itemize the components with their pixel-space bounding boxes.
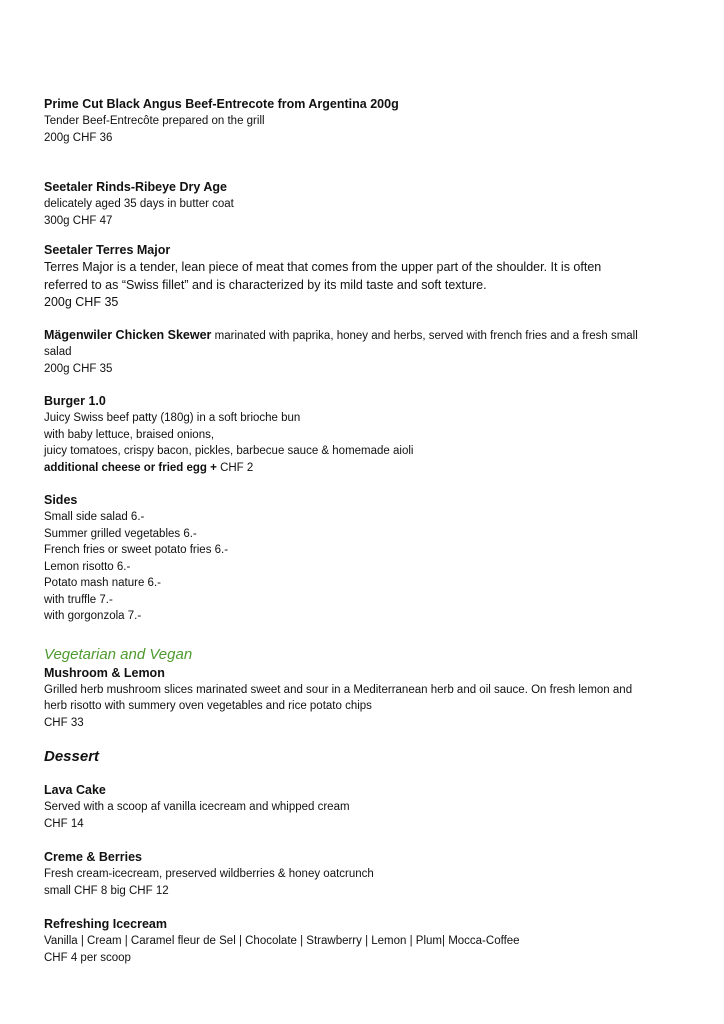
item-description-line-2: salad bbox=[44, 346, 72, 358]
list-item: Lemon risotto 6.- bbox=[44, 560, 131, 573]
menu-item-chicken-skewer bbox=[44, 327, 684, 378]
item-title: Seetaler Rinds-Ribeye Dry Age bbox=[44, 180, 227, 194]
section-heading: Vegetarian and Vegan bbox=[44, 645, 193, 663]
item-description: Fresh cream-icecream, preserved wildberries & honey oatcrunch bbox=[44, 868, 374, 880]
item-description-line-1: marinated with paprika, honey and herbs, served with french fries and a fresh small bbox=[211, 329, 638, 342]
item-description-line-2: referred to as “Swiss fillet” and is characterized by its mild taste and soft texture. bbox=[44, 277, 487, 292]
item-price: 200g CHF 36 bbox=[44, 131, 113, 144]
menu-item-creme-berries bbox=[44, 849, 684, 899]
item-title: Lava Cake bbox=[44, 783, 106, 797]
list-item: Potato mash nature 6.- bbox=[44, 577, 161, 589]
list-item: French fries or sweet potato fries 6.- bbox=[44, 544, 229, 556]
menu-item-lava-cake bbox=[44, 782, 684, 832]
item-extra-price: CHF 2 bbox=[216, 461, 254, 474]
item-price: small CHF 8 big CHF 12 bbox=[44, 884, 169, 897]
item-description-line-1: Terres Major is a tender, lean piece of meat that comes from the upper part of the shoulder. It is often bbox=[44, 260, 602, 274]
list-item: Small side salad 6.- bbox=[44, 511, 145, 523]
item-description-line-2: herb risotto with summery oven vegetables and rice potato chips bbox=[44, 700, 372, 712]
item-extra bbox=[44, 460, 684, 477]
menu-section-vegetarian bbox=[44, 645, 684, 732]
section-heading: Dessert bbox=[44, 748, 100, 765]
item-title: Creme & Berries bbox=[44, 850, 142, 864]
item-title-line bbox=[44, 327, 684, 345]
menu-item-terres-major bbox=[44, 242, 684, 312]
menu-section-sides bbox=[44, 492, 684, 625]
menu-item-burger bbox=[44, 393, 684, 476]
item-price: CHF 33 bbox=[44, 716, 84, 729]
item-price: 300g CHF 47 bbox=[44, 214, 113, 227]
menu-section-dessert bbox=[44, 747, 684, 966]
item-description-line-2: with baby lettuce, braised onions, bbox=[44, 428, 215, 441]
item-title: Mushroom & Lemon bbox=[44, 665, 165, 680]
menu-page bbox=[44, 96, 684, 966]
item-description: Tender Beef-Entrecôte prepared on the grill bbox=[44, 115, 265, 127]
item-description-line-1: Juicy Swiss beef patty (180g) in a soft brioche bun bbox=[44, 412, 301, 424]
item-title: Burger 1.0 bbox=[44, 394, 106, 408]
item-title: Prime Cut Black Angus Beef-Entrecote from Argentina 200g bbox=[44, 97, 399, 111]
list-item: Summer grilled vegetables 6.- bbox=[44, 527, 197, 540]
item-description-line-3: juicy tomatoes, crispy bacon, pickles, barbecue sauce & homemade aioli bbox=[44, 445, 414, 457]
item-title: Seetaler Terres Major bbox=[44, 243, 171, 257]
item-price: CHF 14 bbox=[44, 817, 84, 830]
item-price: 200g CHF 35 bbox=[44, 362, 113, 375]
list-item: with truffle 7.- bbox=[44, 593, 113, 606]
item-description-line-1: Grilled herb mushroom slices marinated sweet and sour in a Mediterranean herb and oil sauce. On fresh lemon and bbox=[44, 683, 633, 696]
menu-item-refreshing-icecream bbox=[44, 916, 684, 966]
item-description: delicately aged 35 days in butter coat bbox=[44, 198, 234, 210]
item-title: Mägenwiler Chicken Skewer bbox=[44, 327, 212, 342]
menu-item-ribeye bbox=[44, 179, 684, 229]
section-title: Sides bbox=[44, 493, 78, 507]
item-description: Served with a scoop af vanilla icecream and whipped cream bbox=[44, 801, 350, 813]
item-description: Vanilla | Cream | Caramel fleur de Sel | Chocolate | Strawberry | Lemon | Plum| Mocca-Coffee bbox=[44, 935, 520, 947]
item-title: Refreshing Icecream bbox=[44, 917, 167, 931]
item-price: 200g CHF 35 bbox=[44, 295, 119, 309]
item-extra-label: additional cheese or fried egg + bbox=[44, 461, 217, 474]
menu-item-entrecote bbox=[44, 96, 684, 146]
list-item: with gorgonzola 7.- bbox=[44, 610, 142, 622]
item-price: CHF 4 per scoop bbox=[44, 951, 131, 964]
